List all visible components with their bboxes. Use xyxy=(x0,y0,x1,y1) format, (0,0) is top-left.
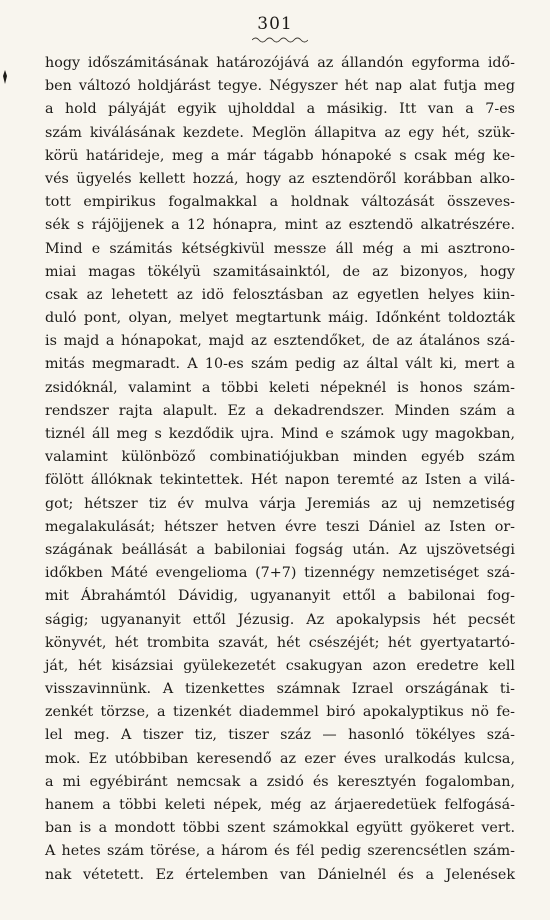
text-line: körü határideje, meg a már tágabb hónapoké s csak még ke- xyxy=(45,147,515,164)
text-line: a mi egyébiránt nemcsak a zsidó és keresztyén fogalomban, xyxy=(45,773,515,790)
text-line: miai magas tökélyü szamitásainktól, de az bizonyos, hogy xyxy=(45,263,515,280)
text-line: valamint különböző combinatiójukban minden egyéb szám xyxy=(45,449,515,466)
text-line: szám kiválásának kezdete. Meglön állapitva az egy hét, szük- xyxy=(45,124,515,141)
text-line: is majd a hónapokat, majd az esztendőket, de az átalános szá- xyxy=(45,333,515,350)
text-line: nak vétetett. Ez értelemben van Dánielnél és a Jelenések xyxy=(45,866,515,883)
text-line: rendszer rajta alapult. Ez a dekadrendszer. Minden szám a xyxy=(45,402,515,419)
text-line: Mind e számitás kétségkivül messze áll még a mi asztrono- xyxy=(45,240,515,257)
text-line: tott empirikus fogalmakkal a holdnak változását összeves- xyxy=(45,194,515,211)
text-line: got; hétszer tiz év mulva várja Jeremiás az uj nemzetiség xyxy=(45,495,515,512)
margin-mark xyxy=(2,70,8,84)
text-line: duló pont, olyan, melyet megtartunk máig. Időnként toldozták xyxy=(45,310,515,327)
text-line: zenkét törzse, a tizenkét diademmel biró apokalyptikus nö fe- xyxy=(45,704,515,721)
page-number: 301 xyxy=(257,14,293,34)
text-line: csak az lehetett az idö felosztásban az egyetlen helyes kiin- xyxy=(45,286,515,303)
text-line: lel meg. A tiszer tiz, tiszer száz — hasonló tökélyes szá- xyxy=(45,727,515,744)
text-line: megalakulását; hétszer hetven évre teszi Dániel az Isten or- xyxy=(45,518,515,535)
text-line: ban is a mondott többi szent számokkal együtt gyökeret vert. xyxy=(45,820,515,837)
text-line: mok. Ez utóbbiban keresendő az ezer éves uralkodás kulcsa, xyxy=(45,750,515,767)
text-line: mit Ábrahámtól Dávidig, ugyananyit ettől a babilonai fog- xyxy=(45,588,515,605)
text-line: ját, hét kisázsiai gyülekezetét csakugyan azon eredetre kell xyxy=(45,657,515,674)
text-line: ben változó holdjárást tegye. Négyszer hét nap alat futja meg xyxy=(45,78,515,95)
text-line: a hold pályáját egyik ujholddal a másikig. Itt van a 7-es xyxy=(45,101,515,118)
text-line: hogy időszámitásának határozójává az állandón egyforma idő- xyxy=(45,55,515,71)
text-line: sék s rájöjjenek a 12 hónapra, mint az esztendö alkatrészére. xyxy=(45,217,515,234)
text-line: hanem a többi keleti népek, még az árjaeredetüek felfogásá- xyxy=(45,797,515,813)
text-line: mitás megmaradt. A 10-es szám pedig az által vált ki, mert a xyxy=(45,356,515,373)
page-number-ornament xyxy=(252,36,308,44)
text-line: időkben Máté evengelioma (7+7) tizennégy nemzetiséget szá- xyxy=(45,565,515,582)
text-line: zsidóknál, valamint a többi keleti népeknél is honos szám- xyxy=(45,379,515,396)
text-line: vés ügyelés kellett hozzá, hogy az esztendöről korábban alko- xyxy=(45,170,515,187)
text-line: szágának beállását a babiloniai fogság után. Az ujszövetségi xyxy=(45,541,515,558)
text-line: könyvét, hét trombita szavát, hét csészéjét; hét gyertyatartó- xyxy=(45,634,515,651)
text-line: ságig; ugyananyit ettől Jézusig. Az apokalypsis hét pecsét xyxy=(45,611,515,628)
text-line: tiznél áll meg s kezdődik ujra. Mind e számok ugy magokban, xyxy=(45,426,515,442)
text-line: visszavinnünk. A tizenkettes számnak Izrael országának ti- xyxy=(45,681,515,698)
text-line: A hetes szám törése, a három és fél pedig szerencsétlen szám- xyxy=(45,843,515,860)
body-text xyxy=(45,52,515,887)
text-line: fölött állóknak tekintettek. Hét napon teremté az Isten a vilá- xyxy=(45,472,515,489)
